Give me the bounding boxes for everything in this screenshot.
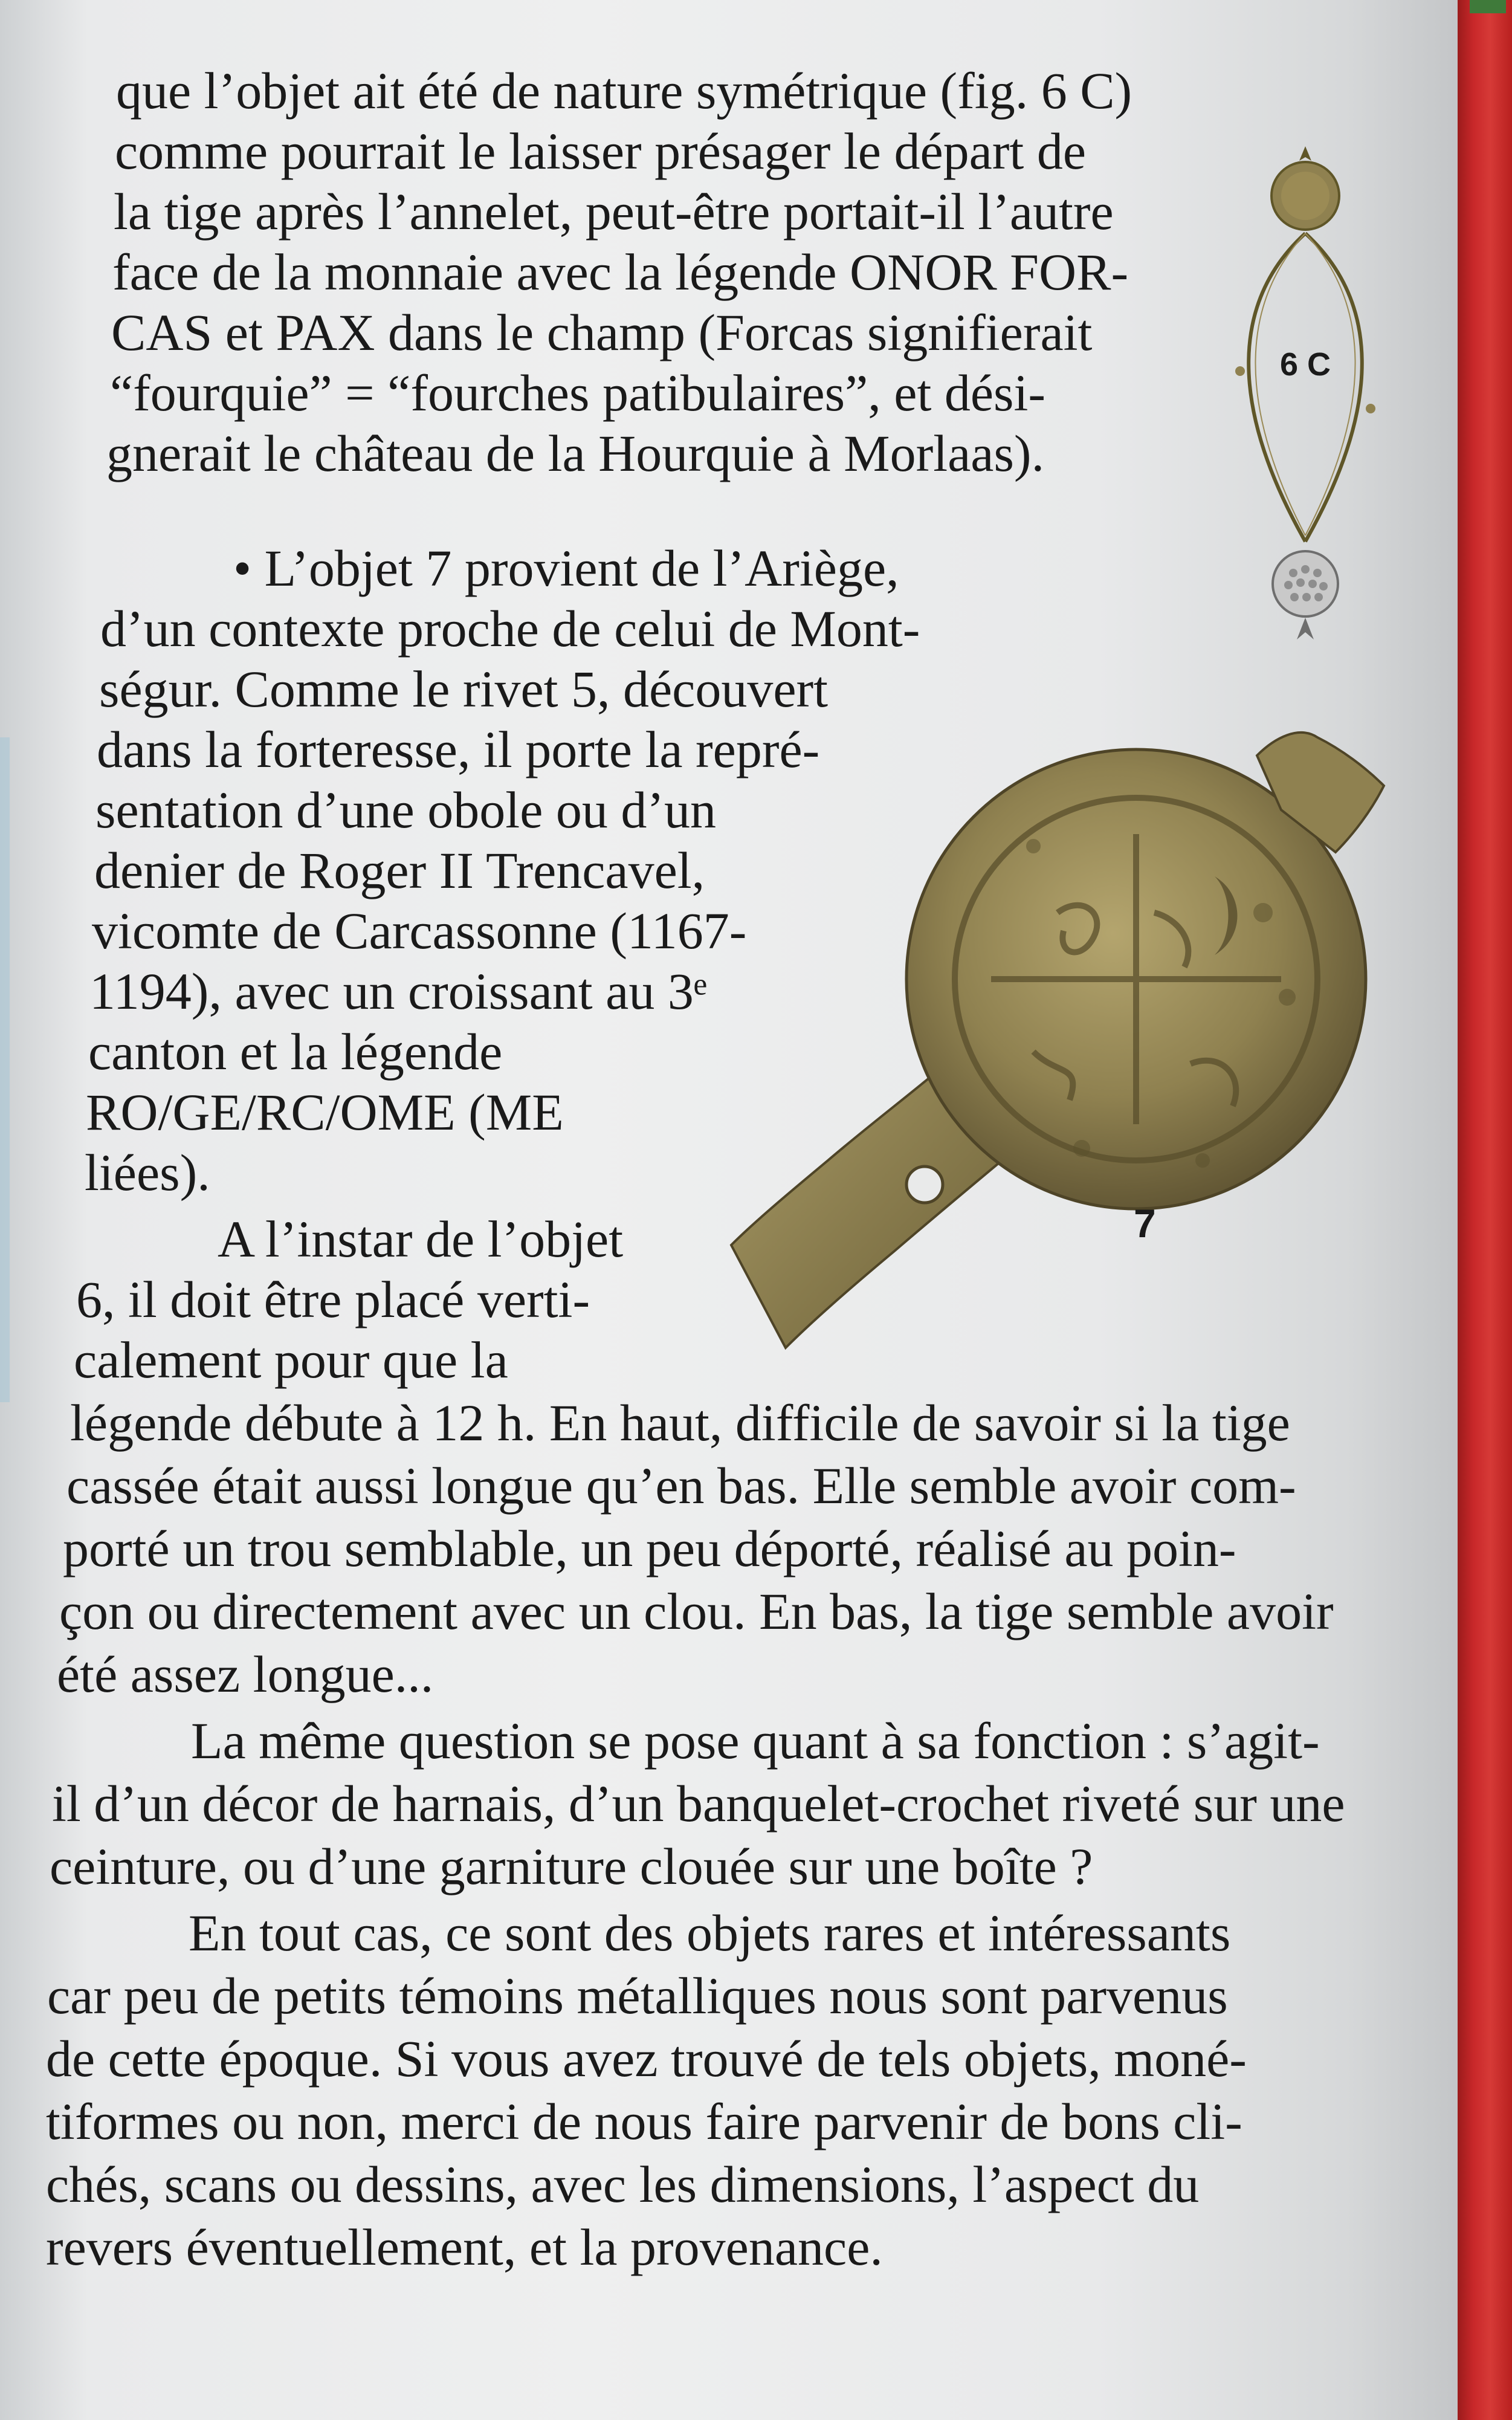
text-line: ségur. Comme le rivet 5, découvert xyxy=(99,660,829,718)
text-line: gnerait le château de la Hourquie à Morlaas). xyxy=(106,424,1045,482)
text-line: liées). xyxy=(85,1144,210,1202)
text-line: car peu de petits témoins métalliques nous sont parvenus xyxy=(47,1967,1228,2025)
text-line: En tout cas, ce sont des objets rares et intéressants xyxy=(189,1904,1231,1962)
text-line: cassée était aussi longue qu’en bas. Elle semble avoir com- xyxy=(66,1457,1296,1515)
figure-6c-drawing xyxy=(1215,143,1396,650)
text-line: face de la monnaie avec la légende ONOR FOR- xyxy=(112,243,1129,301)
pendant-drawing xyxy=(1215,143,1396,650)
figure-7-label: 7 xyxy=(1134,1201,1156,1246)
text-line: CAS et PAX dans le champ (Forcas signifierait xyxy=(111,303,1093,361)
text-line: ceinture, ou d’une garniture clouée sur une boîte ? xyxy=(50,1837,1093,1895)
text-line: RO/GE/RC/OME (ME xyxy=(86,1083,564,1141)
text-line: chés, scans ou dessins, avec les dimensions, l’aspect du xyxy=(46,2155,1200,2213)
text-line: tiformes ou non, merci de nous faire parvenir de bons cli- xyxy=(46,2092,1242,2150)
page-left-edge-strip xyxy=(0,737,10,1402)
text-line: “fourquie” = “fourches patibulaires”, et dési- xyxy=(110,364,1046,422)
text-line: vicomte de Carcassonne (1167- xyxy=(92,902,747,960)
text-line: calement pour que la xyxy=(74,1331,508,1389)
text-line: A l’instar de l’objet xyxy=(218,1210,624,1268)
text-line: canton et la légende xyxy=(88,1023,503,1081)
text-line: que l’objet ait été de nature symétrique (fig. 6 C) xyxy=(116,62,1132,120)
page-corner-green xyxy=(1470,0,1506,13)
next-page-red-edge xyxy=(1458,0,1512,2420)
text-line: denier de Roger II Trencavel, xyxy=(94,841,705,899)
text-line: été assez longue... xyxy=(57,1645,434,1703)
text-line: • L’objet 7 provient de l’Ariège, xyxy=(233,539,899,597)
bronze-object-photo xyxy=(719,713,1402,1366)
text-line: de cette époque. Si vous avez trouvé de tels objets, moné- xyxy=(46,2030,1247,2088)
text-line: porté un trou semblable, un peu déporté, réalisé au poin- xyxy=(63,1519,1236,1577)
text-line: d’un contexte proche de celui de Mont- xyxy=(100,600,920,658)
text-line: sentation d’une obole ou d’un xyxy=(95,781,717,839)
figure-7-photo xyxy=(719,713,1402,1366)
text-line: légende débute à 12 h. En haut, difficile de savoir si la tige xyxy=(70,1394,1290,1452)
figure-6c-label: 6 C xyxy=(1280,346,1331,383)
text-line: 6, il doit être placé verti- xyxy=(76,1270,590,1328)
text-line: çon ou directement avec un clou. En bas, la tige semble avoir xyxy=(59,1582,1334,1640)
text-line: dans la forteresse, il porte la repré- xyxy=(97,720,820,778)
text-line: la tige après l’annelet, peut-être portait-il l’autre xyxy=(114,183,1114,241)
text-line: il d’un décor de harnais, d’un banquelet-crochet riveté sur une xyxy=(52,1775,1345,1833)
text-line: revers éventuellement, et la provenance. xyxy=(46,2218,883,2276)
text-line: comme pourrait le laisser présager le départ de xyxy=(115,122,1086,180)
text-line: 1194), avec un croissant au 3ᵉ xyxy=(89,962,707,1020)
text-line: La même question se pose quant à sa fonction : s’agit- xyxy=(191,1712,1320,1770)
